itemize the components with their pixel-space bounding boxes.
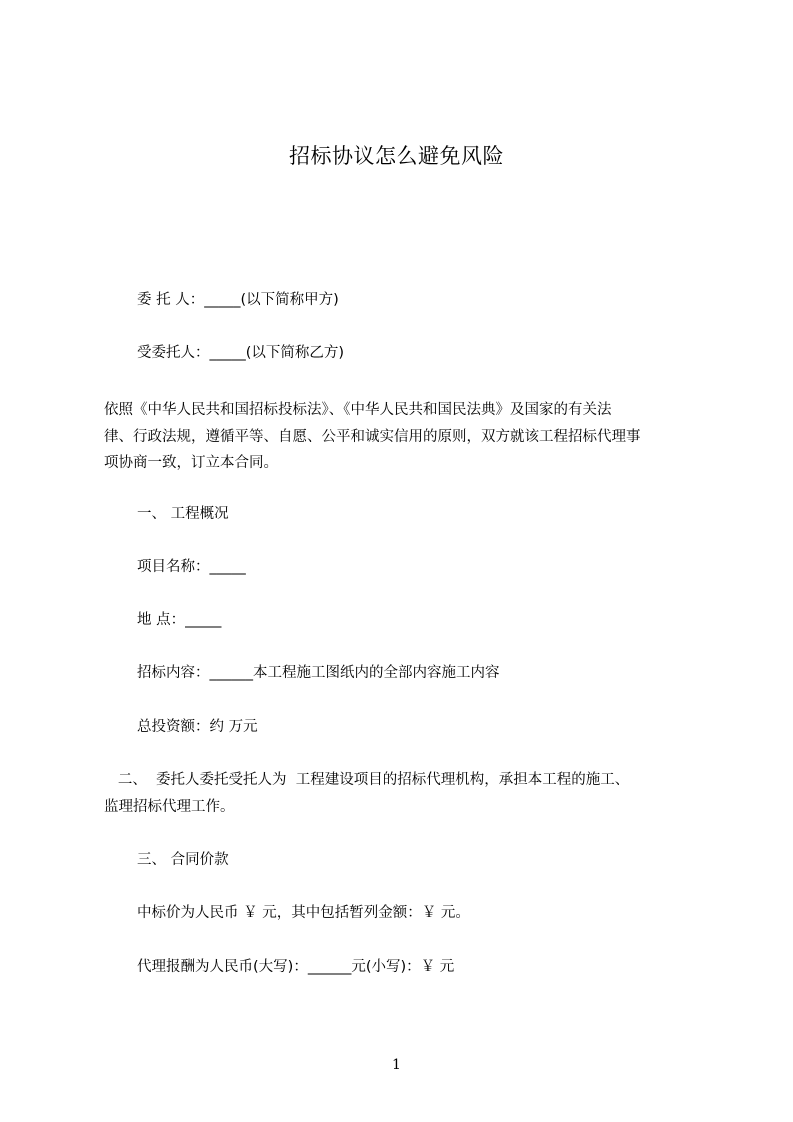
section2-line: 二、 委托人委托受托人为 工程建设项目的招标代理机构，承担本工程的施工、 [104,772,630,788]
intro-line: 项协商一致，订立本合同。 [104,455,278,471]
section3-heading: 三、 合同价款 [137,852,229,868]
page-number: 1 [392,1057,401,1073]
document-title: 招标协议怎么避免风险 [289,144,504,168]
intro-line: 律、行政法规，遵循平等、自愿、公平和诚实信用的原则，双方就该工程招标代理事 [104,428,641,445]
location-line: 地 点：_____ [137,612,222,628]
project-name-line: 项目名称：_____ [137,559,246,575]
intro-paragraph [104,397,700,477]
section2-line: 监理招标代理工作。 [104,798,235,815]
client-line: 委 托 人：_____(以下简称甲方) [137,292,339,308]
intro-line: 依照《中华人民共和国招标投标法》、《中华人民共和国民法典》及国家的有关法 [104,402,612,418]
section1-heading: 一、 工程概况 [137,506,229,522]
bid-price-line: 中标价为人民币 ￥ 元，其中包括暂列金额：￥ 元。 [137,905,470,921]
agency-fee-line: 代理报酬为人民币(大写)：______元(小写)：￥ 元 [137,959,455,975]
bidding-content-line: 招标内容：______本工程施工图纸内的全部内容施工内容 [137,665,500,681]
agent-line: 受委托人：_____(以下简称乙方) [137,345,345,361]
section2-paragraph [104,767,700,820]
total-investment-line: 总投资额：约 万元 [137,719,258,735]
